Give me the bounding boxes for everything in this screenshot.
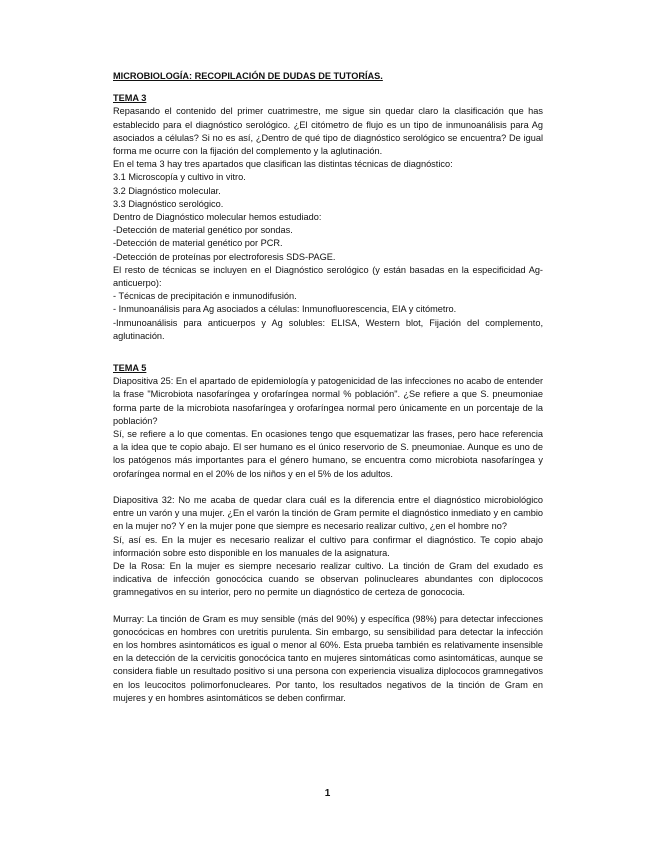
tema3-answer-line: -Detección de material genético por PCR. [113, 238, 283, 249]
document-body [113, 70, 543, 705]
tema3-answer-line: -Detección de proteínas por electroforesis SDS-PAGE. [113, 251, 336, 262]
tema5-question-2: Diapositiva 32: No me acaba de quedar clara cuál es la diferencia entre el diagnóstico microbiológico entre un varón y una mujer. ¿En el varón la tinción de Gram permite el diagnóstico inmediato y en cambio en la mujer no? Y en la mujer pone que siempre es necesario realizar cultivo, ¿en el hombre no? [113, 494, 543, 532]
tema3-answer-line: 3.1 Microscopía y cultivo in vitro. [113, 172, 246, 183]
tema5-answer-2: Sí, así es. En la mujer es necesario realizar el cultivo para confirmar el diagnóstico. Te copio abajo información sobre esto disponible en los manuales de la asignatura. [113, 534, 543, 558]
tema3-answer-line: - Técnicas de precipitación e inmunodifusión. [113, 291, 297, 302]
section-heading-tema3: TEMA 3 [113, 93, 147, 104]
tema5-answer-1: Sí, se refiere a lo que comentas. En ocasiones tengo que esquematizar las frases, pero hace referencia a la idea que te copio abajo. El ser humano es el único reservorio de S. pneumoniae. Aunque es uno de los patógenos más importantes para el género humano, se encuentra como microbiota nasofaríngea y orofaríngea normal en el 20% de los niños y en el 5% de los adultos. [113, 429, 543, 479]
tema3-answer-line: 3.3 Diagnóstico serológico. [113, 198, 224, 209]
page-number: 1 [324, 788, 331, 799]
section-heading-tema5: TEMA 5 [113, 363, 147, 374]
tema3-answer-line: -Inmunoanálisis para anticuerpos y Ag solubles: ELISA, Western blot, Fijación del complemento, aglutinación. [113, 317, 543, 341]
tema3-question: Repasando el contenido del primer cuatrimestre, me sigue sin quedar claro la clasificación que has establecido para el diagnóstico serológico. ¿El citómetro de flujo es un tipo de inmunoanálisis para Ag asociados a células? Si no es así, ¿Dentro de qué tipo de diagnóstico serológico se encuentra? De igual forma me ocurre con la fijación del complemento y la aglutinación. [113, 106, 543, 157]
tema5-answer-2-murray: Murray: La tinción de Gram es muy sensible (más del 90%) y específica (98%) para detectar infecciones gonocócicas en hombres con uretritis purulenta. Sin embargo, su sensibilidad para detectar la infección en los hombres asintomáticos es igual o menor al 60%. Esta prueba también es relativamente insensible en la detección de la cervicitis gonocócica tanto en mujeres sintomáticas como asintomáticas, aunque se considera fiable un resultado positivo si una persona con experiencia visualiza diplococos gramnegativos en los leucocitos polimorfonucleares. Por tanto, los resultados negativos de la tinción de Gram en mujeres y en hombres asintomáticos se deben confirmar. [113, 613, 543, 703]
tema3-answer-line: En el tema 3 hay tres apartados que clasifican las distintas técnicas de diagnóstico: [113, 159, 453, 170]
tema3-answer-line: - Inmunoanálisis para Ag asociados a células: Inmunofluorescencia, EIA y citómetro. [113, 304, 457, 315]
tema3-answer-line: 3.2 Diagnóstico molecular. [113, 185, 221, 196]
tema5-question-1: Diapositiva 25: En el apartado de epidemiología y patogenicidad de las infecciones no acabo de entender la frase "Microbiota nasofaríngea y orofaríngea normal % población". ¿Se refiere a que S. pneumoniae forma parte de la microbiota nasofaríngea y orofaríngea normal pero únicamente en un porcentaje de la población? [113, 376, 543, 426]
tema3-answer-line: El resto de técnicas se incluyen en el Diagnóstico serológico (y están basadas en la especificidad Ag-anticuerpo): [113, 264, 543, 289]
tema3-answer-line: Dentro de Diagnóstico molecular hemos estudiado: [113, 212, 322, 223]
document-title: MICROBIOLOGÍA: RECOPILACIÓN DE DUDAS DE TUTORÍAS. [113, 71, 383, 81]
tema5-answer-2-de-la-rosa: De la Rosa: En la mujer es siempre necesario realizar cultivo. La tinción de Gram del exudado es indicativa de infección gonocócica cuando se observan polinucleares abundantes con diplococos gramnegativos en su interior, pero no permite un diagnóstico de certeza de gonococia. [113, 560, 543, 598]
tema3-answer-line: -Detección de material genético por sondas. [113, 225, 293, 236]
